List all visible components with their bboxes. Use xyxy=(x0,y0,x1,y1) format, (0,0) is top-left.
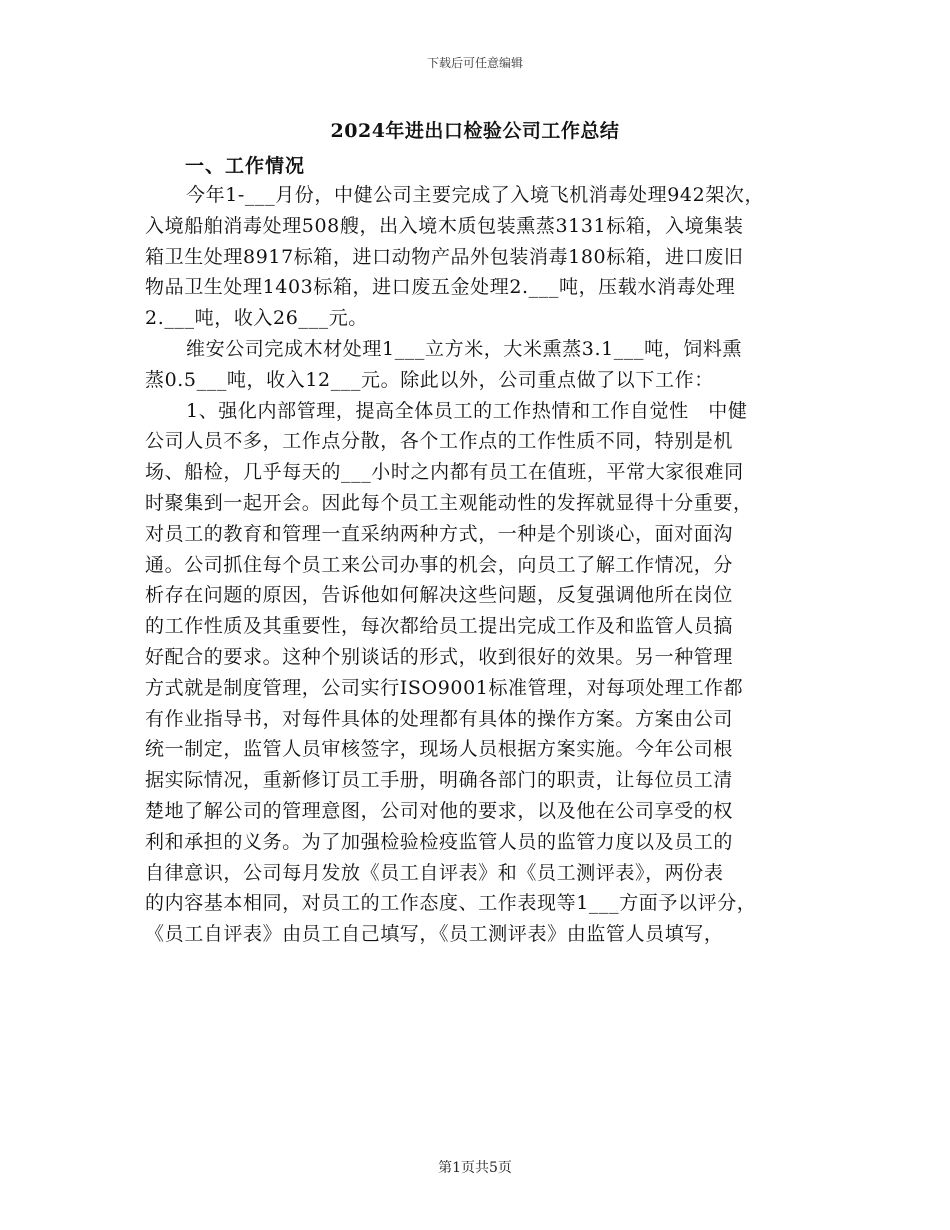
body-line: 维安公司完成木材处理1___立方米，大米熏蒸3.1___吨，饲料熏 xyxy=(186,338,743,360)
body-line: 的工作性质及其重要性，每次都给员工提出完成工作及和监管人员搞 xyxy=(145,615,734,638)
body-line: 入境船舶消毒处理508艘，出入境木质包装熏蒸3131标箱，入境集装 xyxy=(145,214,744,237)
body-line: 的内容基本相同，对员工的工作态度、工作表现等1___方面予以评分， xyxy=(145,892,757,915)
body-line: 自律意识，公司每月发放《员工自评表》和《员工测评表》，两份表 xyxy=(145,861,724,884)
body-line: 《员工自评表》由员工自己填写，《员工测评表》由监管人员填写， xyxy=(145,923,724,946)
body-line: 今年1-___月份，中健公司主要完成了入境飞机消毒处理942架次， xyxy=(186,184,765,206)
body-line: 通。公司抓住每个员工来公司办事的机会，向员工了解工作情况，分 xyxy=(145,553,734,576)
section-heading: 一、工作情况 xyxy=(185,155,306,177)
header-note: 下载后可任意编辑 xyxy=(426,56,523,70)
body-line: 统一制定，监管人员审核签字，现场人员根据方案实施。今年公司根 xyxy=(145,738,734,761)
body-line: 好配合的要求。这种个别谈话的形式，收到很好的效果。另一种管理 xyxy=(145,646,734,668)
body-line: 楚地了解公司的管理意图，公司对他的要求，以及他在公司享受的权 xyxy=(145,800,734,822)
body-line: 析存在问题的原因，告诉他如何解决这些问题，反复强调他所在岗位 xyxy=(145,584,734,607)
body-line: 据实际情况，重新修订员工手册，明确各部门的职责，让每位员工清 xyxy=(145,769,734,792)
body-line: 蒸0.5___吨，收入12___元。除此以外，公司重点做了以下工作： xyxy=(145,368,714,391)
page-footer: 第1页共5页 xyxy=(438,1160,512,1176)
body-line: 对员工的教育和管理一直采纳两种方式，一种是个别谈心，面对面沟 xyxy=(145,522,734,545)
body-line: 时聚集到一起开会。因此每个员工主观能动性的发挥就显得十分重要， xyxy=(145,492,753,514)
body-line: 公司人员不多，工作点分散，各个工作点的工作性质不同，特别是机 xyxy=(145,430,734,453)
body-line: 利和承担的义务。为了加强检验检疫监管人员的监管力度以及员工的 xyxy=(145,830,734,853)
body-line: 场、船检，几乎每天的___小时之内都有员工在值班，平常大家很难同 xyxy=(145,461,744,484)
body-line: 1、强化内部管理，提高全体员工的工作热情和工作自觉性 中健 xyxy=(186,399,748,422)
body-line: 方式就是制度管理，公司实行ISO9001标准管理，对每项处理工作都 xyxy=(145,676,744,699)
body-line: 有作业指导书，对每件具体的处理都有具体的操作方案。方案由公司 xyxy=(145,707,734,730)
body-line: 2.___吨，收入26___元。 xyxy=(145,307,368,330)
document-title: 2024年进出口检验公司工作总结 xyxy=(330,120,620,142)
body-line: 物品卫生处理1403标箱，进口废五金处理2.___吨，压载水消毒处理 xyxy=(145,276,736,299)
body-line: 箱卫生处理8917标箱，进口动物产品外包装消毒180标箱，进口废旧 xyxy=(145,245,744,268)
